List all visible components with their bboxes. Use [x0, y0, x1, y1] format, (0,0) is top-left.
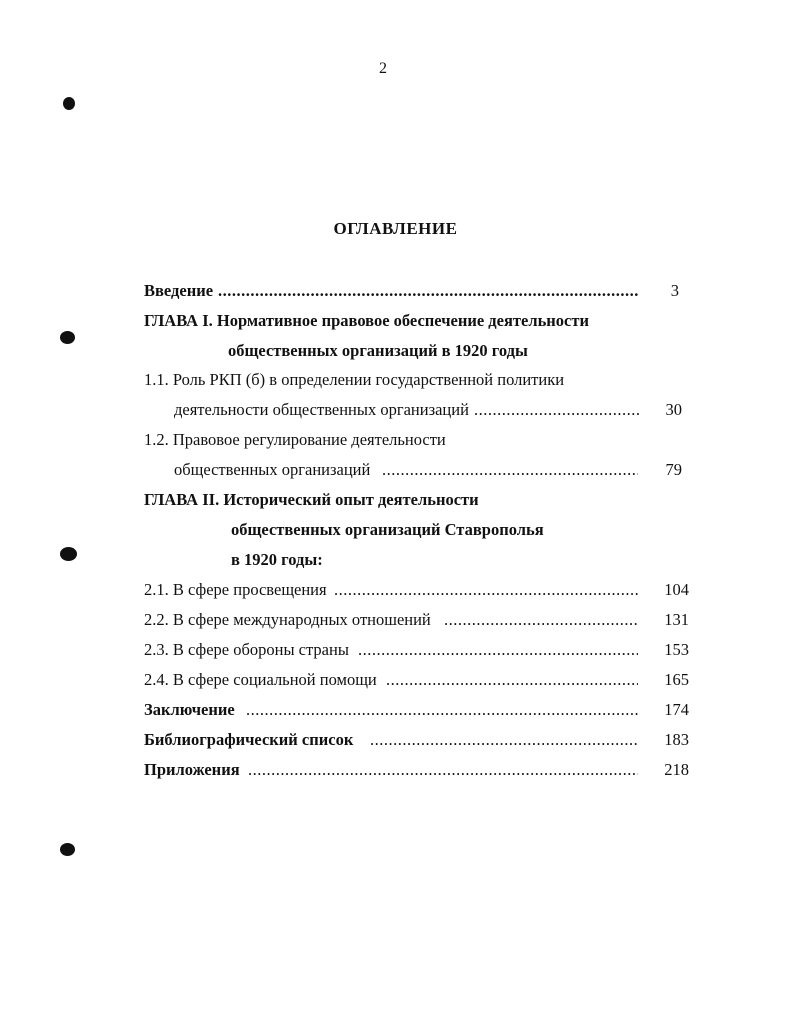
toc-entry-text: Библиографический список — [144, 728, 357, 752]
toc-entry-text: 1.1. Роль РКП (б) в определении государственной политики — [144, 368, 568, 392]
toc-entry-page: 131 — [664, 610, 689, 629]
toc-entry-page: 165 — [664, 670, 689, 689]
dot-leader — [444, 608, 638, 632]
toc-entry-1-1 — [144, 368, 689, 392]
dot-leader — [358, 638, 638, 662]
toc-entry-2-1 — [144, 578, 689, 602]
toc-entry-chapter-2-cont — [231, 518, 776, 542]
toc-entry-text: Заключение — [144, 698, 239, 722]
toc-entry-1-2 — [144, 428, 689, 452]
toc-entry-page: 153 — [664, 640, 689, 659]
dot-leader — [386, 668, 638, 692]
toc-entry-text: Введение — [144, 279, 217, 303]
toc-title: ОГЛАВЛЕНИЕ — [333, 219, 458, 238]
toc-entry-chapter-1 — [144, 309, 689, 333]
toc-entry-1-2-cont — [174, 458, 689, 482]
toc-entry-text: 2.2. В сфере международных отношений — [144, 608, 435, 632]
toc-entry-page: 218 — [664, 760, 689, 779]
toc-entry-chapter-2-cont2 — [231, 548, 776, 572]
dot-leader — [248, 758, 638, 782]
toc-entry-conclusion — [144, 698, 689, 722]
toc-entry-2-3 — [144, 638, 689, 662]
toc-entry-introduction — [144, 279, 689, 303]
toc-entry-page: 30 — [665, 400, 682, 419]
toc-entry-page: 183 — [664, 730, 689, 749]
toc-entry-text: 2.4. В сфере социальной помощи — [144, 668, 381, 692]
dot-leader — [246, 698, 638, 722]
toc-entry-text: ГЛАВА I. Нормативное правовое обеспечение деятельности — [144, 309, 593, 333]
toc-entry-text: общественных организаций — [174, 458, 374, 482]
toc-entry-page: 3 — [670, 281, 679, 300]
toc-entry-1-1-cont — [174, 398, 689, 422]
page-number: 2 — [379, 60, 387, 77]
toc-entry-chapter-2 — [144, 488, 689, 512]
toc-entry-appendices — [144, 758, 689, 782]
toc-entry-page: 79 — [665, 460, 682, 479]
toc-entry-page: 104 — [664, 580, 689, 599]
dot-leader — [334, 578, 638, 602]
dot-leader — [370, 728, 638, 752]
toc-entry-chapter-1-cont — [228, 339, 773, 363]
toc-entry-2-4 — [144, 668, 689, 692]
toc-entry-text: в 1920 годы: — [231, 548, 327, 572]
toc-entry-bibliography — [144, 728, 689, 752]
toc-entry-text: ГЛАВА II. Исторический опыт деятельности — [144, 488, 483, 512]
toc-entry-text: Приложения — [144, 758, 244, 782]
dot-leader — [218, 279, 638, 303]
toc-entry-text: общественных организаций Ставрополья — [231, 518, 548, 542]
toc-entry-2-2 — [144, 608, 689, 632]
toc-entry-text: общественных организаций в 1920 годы — [228, 339, 532, 363]
toc-entry-text: 1.2. Правовое регулирование деятельности — [144, 428, 450, 452]
toc-entry-text: деятельности общественных организаций — [174, 398, 473, 422]
toc-entry-page: 174 — [664, 700, 689, 719]
dot-leader — [382, 458, 638, 482]
toc-entry-text: 2.3. В сфере обороны страны — [144, 638, 353, 662]
toc-entry-text: 2.1. В сфере просвещения — [144, 578, 331, 602]
dot-leader — [474, 398, 639, 422]
